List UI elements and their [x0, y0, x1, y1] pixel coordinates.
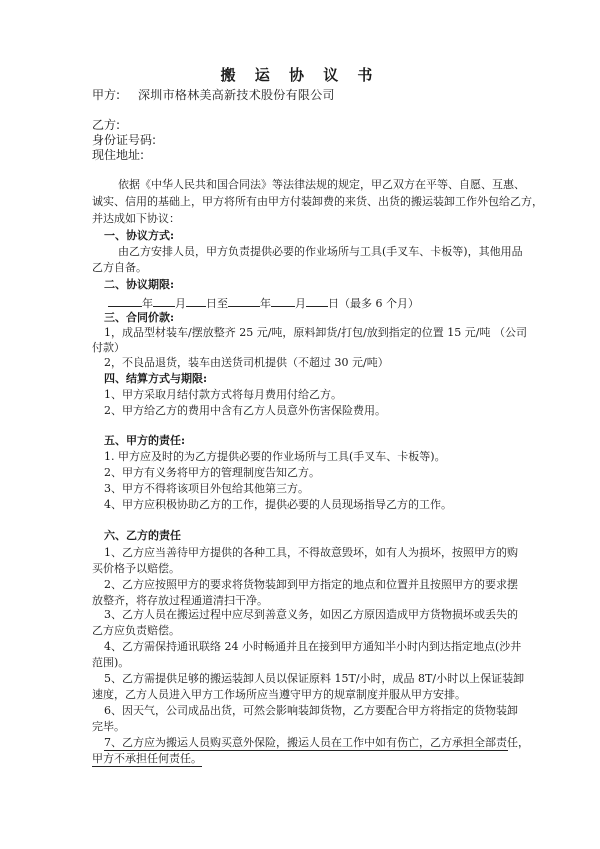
section-text: 1、乙方应当善待甲方提供的各种工具，不得故意毁坏，如有人为损坏，按照甲方的购 — [104, 546, 518, 559]
party-b-id-label: 身份证号码: — [92, 133, 157, 147]
section-text: 1. 甲方应及时的为乙方提供必要的作业场所与工具(手叉车、卡板等)。 — [104, 450, 446, 463]
section-text: 2，不良品退货，装车由送货司机提供（不超过 30 元/吨） — [104, 356, 389, 369]
party-b-address-label: 现住地址: — [92, 148, 145, 162]
day-text: 日 — [328, 297, 339, 310]
section-text: 买价格予以赔偿。 — [92, 562, 180, 575]
section-text: 完毕。 — [92, 720, 125, 733]
intro-line: 并达成如下协议： — [92, 212, 180, 225]
month-text: 月 — [295, 297, 306, 310]
section-text: 2、甲方给乙方的费用中含有乙方人员意外伤害保险费用。 — [104, 404, 386, 417]
section-text: 甲方不承担任何责任。 — [92, 752, 202, 765]
blank-field — [228, 295, 260, 307]
section-text: 乙方应负责赔偿。 — [92, 624, 180, 637]
blank-field — [108, 295, 142, 307]
section-heading: 三、合同价款: — [104, 311, 175, 324]
section-text: 7、乙方应为搬运人员购买意外保险，搬运人员在工作中如有伤亡，乙方承担全部责任， — [104, 736, 529, 749]
day-to-text: 日至 — [206, 297, 228, 310]
section-text: 5、乙方需提供足够的搬运装卸人员以保证原料 15T/小时，成品 8T/小时以上保证装卸 — [104, 672, 525, 685]
underline-mark — [92, 766, 202, 767]
section-text: 2、甲方有义务将甲方的管理制度告知乙方。 — [104, 466, 320, 479]
month-text: 月 — [175, 297, 186, 310]
section-text: 4、甲方应积极协助乙方的工作，提供必要的人员现场指导乙方的工作。 — [104, 498, 452, 511]
section-text: 放整齐，将存放过程通道清扫干净。 — [92, 594, 268, 607]
party-b-label: 乙方: — [92, 118, 121, 132]
section-text: 付款） — [92, 341, 125, 354]
party-a-label: 甲方: — [92, 88, 121, 102]
year-text: 年 — [142, 297, 153, 310]
party-a-name: 深圳市格林美高新技术股份有限公司 — [138, 88, 335, 102]
section-text: 2、乙方应按照甲方的要求将货物装卸到甲方指定的地点和位置并且按照甲方的要求摆 — [104, 578, 518, 591]
section-text: 范围)。 — [92, 656, 130, 669]
section-text: 1、甲方采取月结付款方式将每月费用付给乙方。 — [104, 388, 342, 401]
section-heading: 二、协议期限: — [104, 278, 175, 291]
blank-field — [153, 295, 175, 307]
page-title: 搬 运 协 议 书 — [220, 66, 380, 84]
section-text: 4、乙方需保持通讯联络 24 小时畅通并且在接到甲方通知半小时内到达指定地点(沙井 — [104, 640, 522, 653]
term-note: （最多 6 个月） — [339, 297, 419, 310]
section-heading: 五、甲方的责任: — [104, 434, 186, 447]
intro-line: 依据《中华人民共和国合同法》等法律法规的规定，甲乙双方在平等、自愿、互惠、 — [118, 178, 525, 191]
blank-field — [186, 295, 206, 307]
intro-line: 诚实、信用的基础上，甲方将所有由甲方付装卸费的来货、出货的搬运装卸工作外包给乙方， — [92, 195, 543, 208]
section-text: 3、甲方不得将该项目外包给其他第三方。 — [104, 482, 309, 495]
section-text: 3、乙方人员在搬运过程中应尽到善意义务，如因乙方原因造成甲方货物损坏或丢失的 — [104, 608, 518, 621]
section-heading: 一、协议方式: — [104, 229, 175, 242]
blank-field — [306, 295, 328, 307]
section-text: 6、因天气，公司成品出货，可然会影响装卸货物，乙方要配合甲方将指定的货物装卸 — [104, 704, 518, 717]
year-text: 年 — [260, 297, 271, 310]
term-period-line — [108, 295, 419, 311]
section-text: 乙方自备。 — [92, 261, 147, 274]
section-text: 速度，乙方人员进入甲方工作场所应当遵守甲方的规章制度并服从甲方安排。 — [92, 688, 466, 701]
section-heading: 六、乙方的责任 — [104, 529, 181, 542]
blank-field — [271, 295, 295, 307]
underline-mark — [104, 750, 508, 751]
section-text: 由乙方安排人员，甲方负责提供必要的作业场所与工具(手叉车、卡板等)，其他用品 — [118, 245, 523, 258]
section-text: 1，成品型材装车/摆放整齐 25 元/吨，原料卸货/打包/放到指定的位置 15 元/吨 （公司 — [104, 326, 528, 339]
section-heading: 四、结算方式与期限: — [104, 372, 208, 385]
